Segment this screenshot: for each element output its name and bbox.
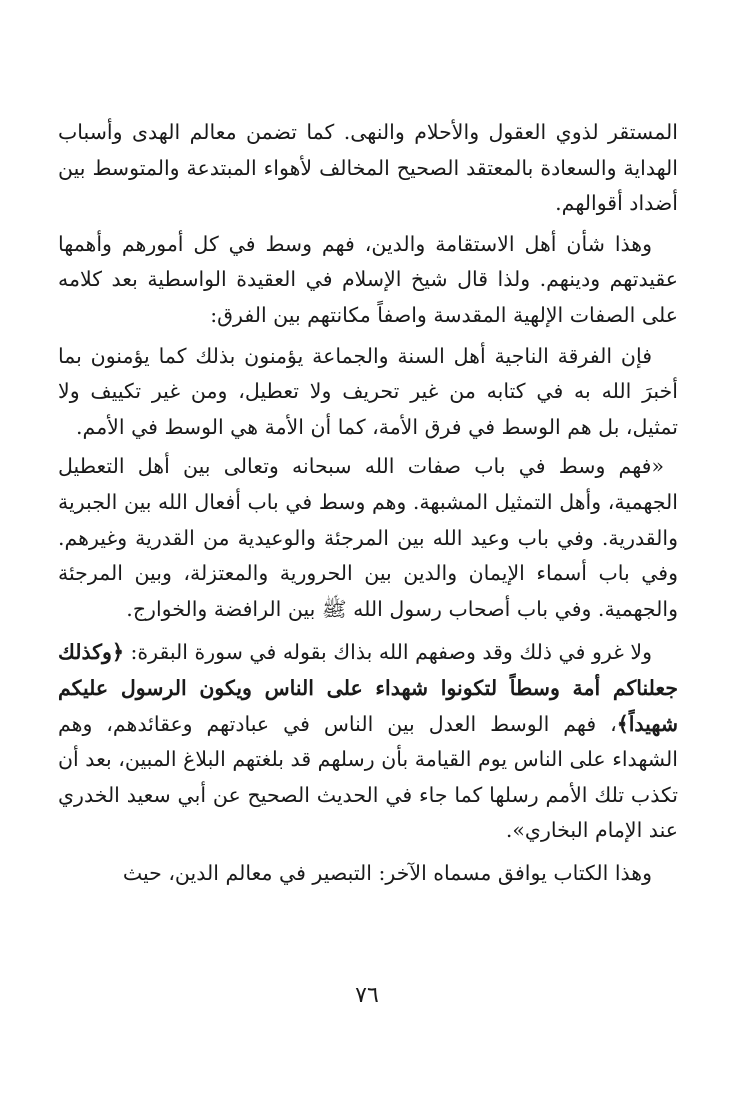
verse-lead-text: ولا غرو في ذلك وقد وصفهم الله بذاك بقوله في سورة البقرة: [123, 640, 652, 665]
paragraph-saved-sect: فإن الفرقة الناجية أهل السنة والجماعة يؤمنون بذلك كما يؤمنون بما أخبرَ الله به في كتابه من غير تحريف ولا تعطيل، ومن غير تكييف ولا تمثيل، بل هم الوسط في فرق الأمة، كما أن الأمة هي الوسط في الأمم. [58, 343, 678, 439]
body-text [58, 115, 678, 891]
paragraph-book-title: وهذا الكتاب يوافق مسماه الآخر: التبصير في معالم الدين، حيث [122, 860, 652, 885]
paragraph-moderation: وهذا شأن أهل الاستقامة والدين، فهم وسط في كل أمورهم وأهمها عقيدتهم ودينهم. ولذا قال شيخ الإسلام في العقيدة الواسطية بعد كلامه على الصفات الإلهية المقدسة واصفاً مكانتهم بين الفرق: [58, 231, 678, 327]
verse-tail-text: ، فهم الوسط العدل بين الناس في عبادتهم وعقائدهم، وهم الشهداء على الناس يوم القيامة بأن رسلهم قد بلغتهم البلاغ المبين، بعد أن تكذب تلك الأمم رسلها كما جاء في الحديث الصحيح عن أبي سعيد الخدري عند الإمام البخاري». [58, 711, 678, 843]
paragraph-quran-verse [58, 635, 678, 849]
paragraph-quotation: «فهم وسط في باب صفات الله سبحانه وتعالى بين أهل التعطيل الجهمية، وأهل التمثيل المشبهة. وهم وسط في باب أفعال الله بين الجبرية والقدرية. وفي باب وعيد الله بين المرجئة والوعيدية من القدرية وغيرهم. وفي باب أسماء الإيمان والدين بين الحرورية والمعتزلة، وبين المرجئة والجهمية. وفي باب أصحاب رسول الله ﷺ بين الرافضة والخوارج. [58, 454, 678, 621]
quran-verse: ﴿وكذلك جعلناكم أمة وسطاً لتكونوا شهداء على الناس ويكون الرسول عليكم شهيداً﴾ [58, 640, 678, 736]
page-number: ٧٦ [355, 983, 379, 1008]
paragraph-intro: المستقر لذوي العقول والأحلام والنهى. كما تضمن معالم الهدى وأسباب الهداية والسعادة بالمعتقد الصحيح المخالف لأهواء المبتدعة والمتوسط بين أضداد أقوالهم. [58, 120, 678, 216]
